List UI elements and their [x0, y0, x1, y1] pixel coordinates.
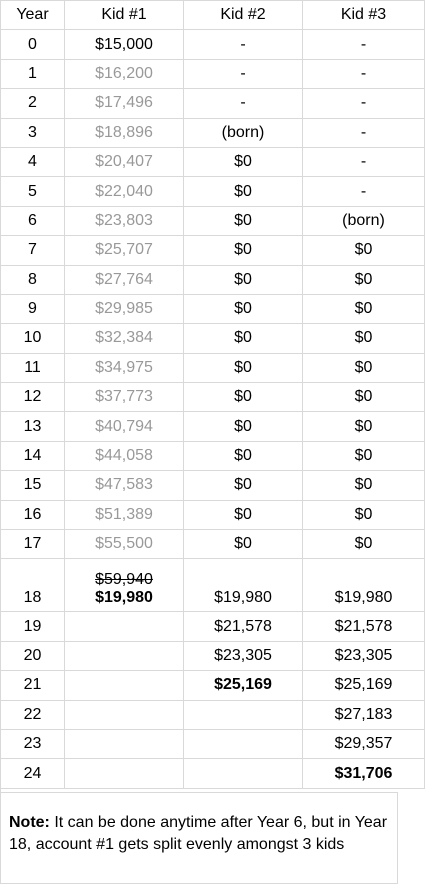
- kid3-cell[interactable]: $21,578: [303, 612, 425, 641]
- table-row: [1, 353, 425, 382]
- kid2-cell[interactable]: $0: [184, 177, 303, 206]
- note-cell[interactable]: [0, 792, 398, 884]
- split-value: $19,980: [95, 589, 153, 607]
- kid3-cell[interactable]: $0: [303, 412, 425, 441]
- header-cell-year[interactable]: Year: [1, 1, 65, 30]
- year-cell[interactable]: 3: [1, 118, 65, 147]
- year-cell[interactable]: 19: [1, 612, 65, 641]
- table-row: [1, 471, 425, 500]
- kid2-cell[interactable]: -: [184, 89, 303, 118]
- table-row: [1, 206, 425, 235]
- kid3-cell[interactable]: -: [303, 118, 425, 147]
- header-cell-kid2[interactable]: Kid #2: [184, 1, 303, 30]
- kid1-cell[interactable]: $29,985: [65, 294, 184, 323]
- kid2-cell[interactable]: $19,980: [184, 559, 303, 612]
- kid1-cell[interactable]: $22,040: [65, 177, 184, 206]
- kid1-cell[interactable]: $34,975: [65, 353, 184, 382]
- kid1-cell[interactable]: [65, 671, 184, 700]
- kid3-cell[interactable]: $0: [303, 324, 425, 353]
- table-row: [1, 294, 425, 323]
- kid3-cell[interactable]: -: [303, 89, 425, 118]
- header-row: [1, 1, 425, 30]
- kid3-cell[interactable]: -: [303, 30, 425, 59]
- kid2-cell[interactable]: $0: [184, 147, 303, 176]
- year-cell[interactable]: 20: [1, 641, 65, 670]
- kid1-cell[interactable]: [65, 729, 184, 758]
- kid2-cell[interactable]: $0: [184, 236, 303, 265]
- kid2-cell[interactable]: $0: [184, 353, 303, 382]
- kid3-cell[interactable]: $0: [303, 500, 425, 529]
- kid3-cell[interactable]: $0: [303, 236, 425, 265]
- kid1-cell[interactable]: $16,200: [65, 59, 184, 88]
- table-row: [1, 500, 425, 529]
- kid1-cell[interactable]: $23,803: [65, 206, 184, 235]
- year-cell[interactable]: 7: [1, 236, 65, 265]
- kid2-cell[interactable]: $21,578: [184, 612, 303, 641]
- table-row: [1, 89, 425, 118]
- kid3-cell[interactable]: $0: [303, 265, 425, 294]
- kid2-cell[interactable]: $0: [184, 383, 303, 412]
- table-row: [1, 729, 425, 758]
- table-row: [1, 147, 425, 176]
- kid1-cell[interactable]: $32,384: [65, 324, 184, 353]
- year-cell[interactable]: 9: [1, 294, 65, 323]
- table-row: [1, 671, 425, 700]
- kid3-cell[interactable]: $0: [303, 353, 425, 382]
- year-cell[interactable]: 13: [1, 412, 65, 441]
- year-cell[interactable]: 21: [1, 671, 65, 700]
- year-cell[interactable]: 8: [1, 265, 65, 294]
- kid1-cell[interactable]: $25,707: [65, 236, 184, 265]
- year-cell[interactable]: 14: [1, 441, 65, 470]
- kid1-cell[interactable]: [65, 759, 184, 788]
- table-row: [1, 324, 425, 353]
- kid1-cell[interactable]: [65, 559, 184, 612]
- table-row-split: [1, 559, 425, 612]
- kid2-cell[interactable]: $0: [184, 441, 303, 470]
- kid1-cell[interactable]: [65, 700, 184, 729]
- kid2-cell[interactable]: [184, 700, 303, 729]
- kid2-cell[interactable]: $0: [184, 412, 303, 441]
- year-cell[interactable]: 15: [1, 471, 65, 500]
- table-row: [1, 641, 425, 670]
- kid1-cell[interactable]: $20,407: [65, 147, 184, 176]
- year-cell[interactable]: 18: [1, 559, 65, 612]
- kid3-cell[interactable]: $25,169: [303, 671, 425, 700]
- kid3-cell[interactable]: $23,305: [303, 641, 425, 670]
- kid3-cell[interactable]: $27,183: [303, 700, 425, 729]
- year-cell[interactable]: 6: [1, 206, 65, 235]
- year-cell[interactable]: 4: [1, 147, 65, 176]
- year-cell[interactable]: 10: [1, 324, 65, 353]
- table-row: [1, 177, 425, 206]
- table-row: [1, 236, 425, 265]
- year-cell[interactable]: 12: [1, 383, 65, 412]
- kid1-cell[interactable]: $47,583: [65, 471, 184, 500]
- kid3-cell[interactable]: $0: [303, 383, 425, 412]
- kid1-cell[interactable]: [65, 612, 184, 641]
- kid3-cell[interactable]: $0: [303, 294, 425, 323]
- table-row: [1, 759, 425, 788]
- kid1-cell[interactable]: [65, 641, 184, 670]
- note-label: Note:: [9, 814, 50, 831]
- kid2-cell[interactable]: $0: [184, 471, 303, 500]
- kid2-cell[interactable]: [184, 729, 303, 758]
- kid2-cell[interactable]: $23,305: [184, 641, 303, 670]
- table-row: [1, 118, 425, 147]
- struck-value: $59,940: [95, 571, 153, 589]
- header-cell-kid3[interactable]: Kid #3: [303, 1, 425, 30]
- kid3-cell[interactable]: $19,980: [303, 559, 425, 612]
- note-text: It can be done anytime after Year 6, but in Year 18, account #1 gets split evenly amongst 3 kids: [9, 814, 388, 853]
- kid2-cell[interactable]: $0: [184, 265, 303, 294]
- year-cell[interactable]: 1: [1, 59, 65, 88]
- table-row: [1, 265, 425, 294]
- year-cell[interactable]: 22: [1, 700, 65, 729]
- year-cell[interactable]: 0: [1, 30, 65, 59]
- table-row: [1, 441, 425, 470]
- table-row: [1, 30, 425, 59]
- table-row: [1, 383, 425, 412]
- kid2-cell[interactable]: $25,169: [184, 671, 303, 700]
- year-cell[interactable]: 24: [1, 759, 65, 788]
- kid2-cell[interactable]: $0: [184, 324, 303, 353]
- table-row: [1, 59, 425, 88]
- year-cell[interactable]: 11: [1, 353, 65, 382]
- kid1-cell[interactable]: $37,773: [65, 383, 184, 412]
- kid1-cell[interactable]: $55,500: [65, 530, 184, 559]
- kid2-cell[interactable]: $0: [184, 530, 303, 559]
- kid2-cell[interactable]: $0: [184, 294, 303, 323]
- kid2-cell[interactable]: [184, 759, 303, 788]
- kid3-cell[interactable]: $0: [303, 471, 425, 500]
- year-cell[interactable]: 17: [1, 530, 65, 559]
- kid2-cell[interactable]: $0: [184, 206, 303, 235]
- kid3-cell[interactable]: $0: [303, 441, 425, 470]
- kid3-cell[interactable]: $29,357: [303, 729, 425, 758]
- year-cell[interactable]: 16: [1, 500, 65, 529]
- kid2-cell[interactable]: -: [184, 30, 303, 59]
- kid1-cell[interactable]: $40,794: [65, 412, 184, 441]
- header-cell-kid1[interactable]: Kid #1: [65, 1, 184, 30]
- kid3-cell[interactable]: -: [303, 147, 425, 176]
- kid1-cell[interactable]: $44,058: [65, 441, 184, 470]
- year-cell[interactable]: 2: [1, 89, 65, 118]
- kid3-cell[interactable]: -: [303, 177, 425, 206]
- kid3-cell[interactable]: (born): [303, 206, 425, 235]
- kid2-cell[interactable]: (born): [184, 118, 303, 147]
- table-row: [1, 612, 425, 641]
- table-row: [1, 700, 425, 729]
- kid3-cell[interactable]: $31,706: [303, 759, 425, 788]
- kid1-cell[interactable]: $18,896: [65, 118, 184, 147]
- kid3-cell[interactable]: -: [303, 59, 425, 88]
- year-cell[interactable]: 5: [1, 177, 65, 206]
- kid1-cell[interactable]: $51,389: [65, 500, 184, 529]
- kid1-cell[interactable]: $15,000: [65, 30, 184, 59]
- kid1-cell[interactable]: $27,764: [65, 265, 184, 294]
- kid2-cell[interactable]: $0: [184, 500, 303, 529]
- table-row: [1, 412, 425, 441]
- table-row: [1, 530, 425, 559]
- kid2-cell[interactable]: -: [184, 59, 303, 88]
- kid3-cell[interactable]: $0: [303, 530, 425, 559]
- kid1-cell[interactable]: $17,496: [65, 89, 184, 118]
- year-cell[interactable]: 23: [1, 729, 65, 758]
- table-body: [1, 1, 425, 789]
